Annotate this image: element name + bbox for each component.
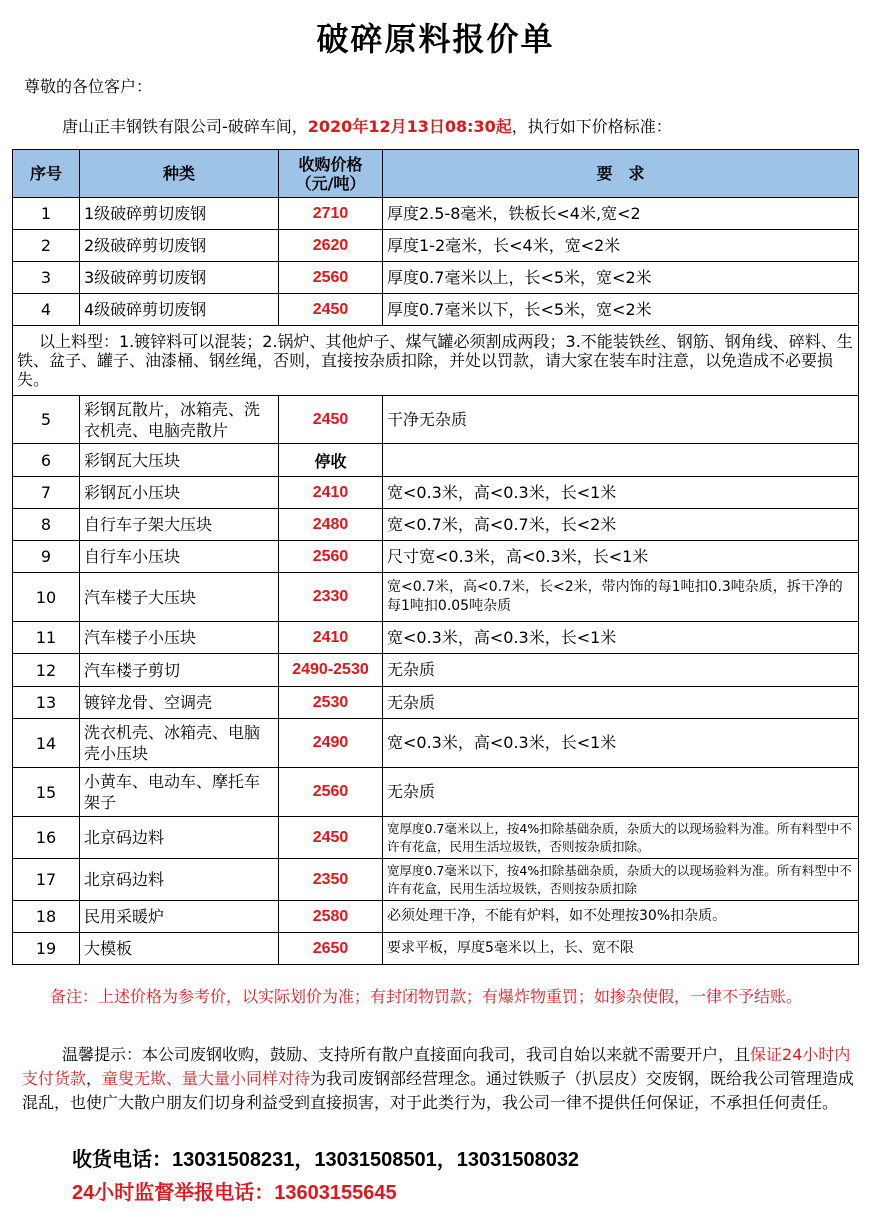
row-no: 11	[13, 622, 80, 654]
row-requirement: 厚度2.5-8毫米，铁板长<4米,宽<2	[383, 198, 859, 230]
row-no: 15	[13, 768, 80, 817]
row-requirement: 宽厚度0.7毫米以上，按4%扣除基础杂质，杂质大的以现场验料为准。所有料型中不许有花盒，民用生活垃圾铁，否则按杂质扣除。	[383, 817, 859, 859]
row-price: 2490-2530	[279, 654, 383, 687]
page-title: 破碎原料报价单	[316, 20, 555, 58]
row-price: 2560	[279, 262, 383, 294]
table-row	[13, 859, 859, 901]
table-row	[13, 509, 859, 541]
row-no: 16	[13, 817, 80, 859]
material-note: 以上料型：1.镀锌料可以混装；2.锅炉、其他炉子、煤气罐必须割成两段；3.不能装铁丝、钢筋、钢角线、碎料、生铁、盆子、罐子、油漆桶、钢丝绳，否则，直接按杂质扣除，并处以罚款，请大家在装车时注意，以免造成不必要损失。	[13, 326, 859, 396]
table-row	[13, 396, 859, 444]
table-row	[13, 477, 859, 509]
row-price: 2450	[279, 396, 383, 444]
row-type: 彩钢瓦小压块	[80, 477, 279, 509]
row-price: 2410	[279, 477, 383, 509]
effective-date: 2020年12月13日08:30起	[307, 117, 512, 136]
table-row	[13, 933, 859, 965]
table-note-row	[13, 326, 859, 396]
tips-highlight-payment: 保证24小时内支付货款	[22, 1045, 851, 1088]
row-type: 民用采暖炉	[80, 901, 279, 933]
row-no: 4	[13, 294, 80, 326]
report-hotline: 24小时监督举报电话：13603155645	[72, 1182, 397, 1204]
tips-sep: ，	[86, 1069, 103, 1088]
tips-text-1: 温馨提示：本公司废钢收购，鼓励、支持所有散户直接面向我司，我司自始以来就不需要开户，且	[62, 1045, 751, 1064]
row-type: 小黄车、电动车、摩托车架子	[80, 768, 279, 817]
row-type: 自行车子架大压块	[80, 509, 279, 541]
row-price: 2410	[279, 622, 383, 654]
row-price: 2620	[279, 230, 383, 262]
row-no: 5	[13, 396, 80, 444]
row-type: 镀锌龙骨、空调壳	[80, 687, 279, 719]
table-row	[13, 294, 859, 326]
row-type: 大模板	[80, 933, 279, 965]
row-type: 洗衣机壳、冰箱壳、电脑壳小压块	[80, 719, 279, 768]
row-requirement: 必须处理干净，不能有炉料，如不处理按30%扣杂质。	[383, 901, 859, 933]
table-row	[13, 654, 859, 687]
row-price: 2450	[279, 817, 383, 859]
row-price: 2330	[279, 573, 383, 622]
row-no: 19	[13, 933, 80, 965]
table-row	[13, 262, 859, 294]
row-type: 2级破碎剪切废钢	[80, 230, 279, 262]
row-requirement: 宽<0.7米，高<0.7米，长<2米，带内饰的每1吨扣0.3吨杂质，拆干净的每1吨扣0.05吨杂质	[383, 573, 859, 622]
row-price: 2650	[279, 933, 383, 965]
row-requirement: 宽<0.3米，高<0.3米，长<1米	[383, 719, 859, 768]
table-row	[13, 541, 859, 573]
row-no: 17	[13, 859, 80, 901]
header-requirement: 要 求	[383, 150, 859, 198]
row-no: 18	[13, 901, 80, 933]
row-requirement: 无杂质	[383, 687, 859, 719]
row-no: 14	[13, 719, 80, 768]
row-requirement: 厚度1-2毫米，长<4米，宽<2米	[383, 230, 859, 262]
intro-tail: ，执行如下价格标准：	[511, 117, 672, 136]
row-requirement: 宽<0.3米，高<0.3米，长<1米	[383, 477, 859, 509]
receiving-phone: 收货电话：13031508231，13031508501，13031508032	[72, 1149, 580, 1171]
tips-paragraph	[22, 1043, 862, 1115]
row-price: 2350	[279, 859, 383, 901]
row-price: 2560	[279, 541, 383, 573]
row-no: 3	[13, 262, 80, 294]
table-row	[13, 768, 859, 817]
greeting: 尊敬的各位客户：	[24, 77, 153, 96]
row-requirement: 宽<0.7米，高<0.7米，长<2米	[383, 509, 859, 541]
row-type: 3级破碎剪切废钢	[80, 262, 279, 294]
row-no: 8	[13, 509, 80, 541]
header-no: 序号	[13, 150, 80, 198]
row-price: 2530	[279, 687, 383, 719]
table-row	[13, 719, 859, 768]
intro-line	[62, 114, 672, 137]
row-requirement: 宽<0.3米，高<0.3米，长<1米	[383, 622, 859, 654]
header-price-line1: 收购价格	[298, 154, 363, 174]
row-type: 汽车楼子剪切	[80, 654, 279, 687]
row-no: 13	[13, 687, 80, 719]
row-requirement: 无杂质	[383, 654, 859, 687]
row-type: 汽车楼子大压块	[80, 573, 279, 622]
row-requirement: 厚度0.7毫米以下，长<5米，宽<2米	[383, 294, 859, 326]
row-price: 2580	[279, 901, 383, 933]
row-price: 2450	[279, 294, 383, 326]
tips-highlight-fair: 童叟无欺、量大量小同样对待	[102, 1069, 311, 1088]
row-no: 6	[13, 444, 80, 477]
row-requirement	[383, 444, 859, 477]
table-row	[13, 622, 859, 654]
table-row	[13, 444, 859, 477]
table-row	[13, 230, 859, 262]
row-price: 2490	[279, 719, 383, 768]
table-row	[13, 817, 859, 859]
table-row	[13, 687, 859, 719]
row-requirement: 厚度0.7毫米以上，长<5米，宽<2米	[383, 262, 859, 294]
header-type: 种类	[80, 150, 279, 198]
row-type: 1级破碎剪切废钢	[80, 198, 279, 230]
row-requirement: 尺寸宽<0.3米，高<0.3米，长<1米	[383, 541, 859, 573]
row-type: 自行车小压块	[80, 541, 279, 573]
table-row	[13, 573, 859, 622]
header-price-line2: （元/吨）	[295, 173, 366, 193]
row-no: 1	[13, 198, 80, 230]
row-requirement: 无杂质	[383, 768, 859, 817]
price-table	[12, 149, 859, 965]
tips-text-2: 为我司废钢部经营理念。通过铁贩子（扒层皮）交废钢，既给我公司管理造成混乱，也使广大散户朋友们切身利益受到直接损害，对于此类行为，我公司一律不提供任何保证，不承担任何责任。	[22, 1069, 855, 1112]
header-price	[279, 150, 383, 198]
row-requirement: 宽厚度0.7毫米以下，按4%扣除基础杂质，杂质大的以现场验料为准。所有料型中不许有花盒，民用生活垃圾铁，否则按杂质扣除	[383, 859, 859, 901]
remark-note: 备注：上述价格为参考价，以实际划价为准；有封闭物罚款；有爆炸物重罚；如掺杂使假，一律不予结账。	[50, 987, 803, 1006]
table-row	[13, 901, 859, 933]
row-type: 北京码边料	[80, 859, 279, 901]
row-price: 2560	[279, 768, 383, 817]
row-no: 2	[13, 230, 80, 262]
row-type: 北京码边料	[80, 817, 279, 859]
row-no: 7	[13, 477, 80, 509]
row-price: 停收	[279, 444, 383, 477]
row-requirement: 要求平板，厚度5毫米以上，长、宽不限	[383, 933, 859, 965]
row-no: 9	[13, 541, 80, 573]
row-type: 彩钢瓦散片，冰箱壳、洗衣机壳、电脑壳散片	[80, 396, 279, 444]
row-no: 10	[13, 573, 80, 622]
table-header-row	[13, 150, 859, 198]
row-type: 4级破碎剪切废钢	[80, 294, 279, 326]
row-type: 汽车楼子小压块	[80, 622, 279, 654]
row-no: 12	[13, 654, 80, 687]
row-requirement: 干净无杂质	[383, 396, 859, 444]
table-row	[13, 198, 859, 230]
row-price: 2710	[279, 198, 383, 230]
row-price: 2480	[279, 509, 383, 541]
row-type: 彩钢瓦大压块	[80, 444, 279, 477]
intro-company: 唐山正丰钢铁有限公司-破碎车间，	[62, 117, 308, 136]
